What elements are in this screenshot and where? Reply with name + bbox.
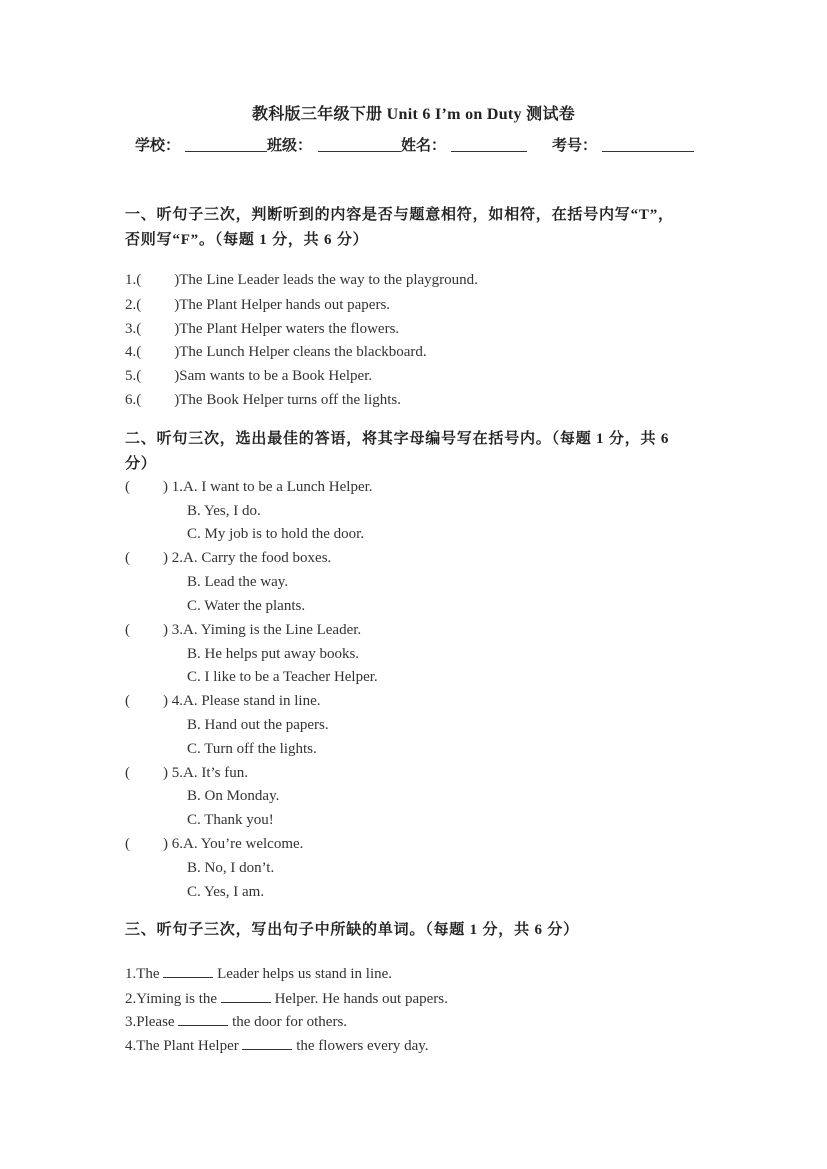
s2-question-2: ( ) 2.A. Carry the food boxes. (125, 550, 332, 566)
s2-question-number: 6. (171, 836, 183, 852)
exam-number-label: 考号： (552, 138, 598, 154)
s2-question-4: ( ) 4.A. Please stand in line. (125, 693, 321, 709)
option-b: B. No, I don’t. (187, 860, 275, 876)
s3-item-4: 4.The Plant Helper the flowers every day. (125, 1035, 429, 1055)
s1-item-number: 5.( (125, 368, 142, 384)
s2-question-number: 1. (171, 479, 183, 495)
option-a: A. I want to be a Lunch Helper. (183, 479, 373, 495)
s1-item-text: The Book Helper turns off the lights. (179, 392, 402, 408)
s1-item-number: 1.( (125, 272, 142, 288)
s3-item-3: 3.Please the door for others. (125, 1011, 347, 1031)
option-c: C. Turn off the lights. (187, 741, 317, 757)
school-blank[interactable] (185, 151, 267, 152)
option-b: B. Yes, I do. (187, 503, 261, 519)
option-a: A. Please stand in line. (183, 693, 321, 709)
exam-number-blank[interactable] (602, 151, 694, 152)
s1-item-4: 4.( )The Lunch Helper cleans the blackboard. (125, 344, 427, 360)
name-label: 姓名： (401, 138, 447, 154)
s1-item-text: Sam wants to be a Book Helper. (179, 368, 373, 384)
s2-question-5: ( ) 5.A. It’s fun. (125, 765, 248, 781)
section1-heading (125, 203, 715, 253)
option-c: C. Yes, I am. (187, 884, 265, 900)
option-a: A. It’s fun. (183, 765, 248, 781)
s1-item-text: The Lunch Helper cleans the blackboard. (179, 344, 427, 360)
s1-item-number: 2.( (125, 297, 142, 313)
section1-heading-line2: 否则写“F”。（每题 1 分，共 6 分） (125, 232, 369, 248)
fill-blank[interactable] (221, 988, 271, 1003)
option-b: B. Lead the way. (187, 574, 289, 590)
class-blank[interactable] (318, 151, 401, 152)
worksheet-title: 教科版三年级下册 Unit 6 I’m on Duty 测试卷 (251, 106, 576, 123)
s2-question-1: ( ) 1.A. I want to be a Lunch Helper. (125, 479, 373, 495)
fill-blank[interactable] (163, 963, 213, 978)
option-c: C. Thank you! (187, 812, 274, 828)
option-a: A. Yiming is the Line Leader. (183, 622, 362, 638)
fill-blank[interactable] (178, 1011, 228, 1026)
section2-heading-line1: 二、听句三次，选出最佳的答语，将其字母编号写在括号内。（每题 1 分，共 6 (125, 431, 670, 447)
section2-heading-line2: 分） (125, 456, 157, 472)
option-b: B. Hand out the papers. (187, 717, 329, 733)
name-blank[interactable] (451, 151, 527, 152)
option-a: A. Carry the food boxes. (183, 550, 332, 566)
s1-item-2: 2.( )The Plant Helper hands out papers. (125, 297, 391, 313)
s2-question-number: 2. (171, 550, 183, 566)
s1-item-text: The Plant Helper waters the flowers. (179, 321, 400, 337)
s1-item-text: The Plant Helper hands out papers. (179, 297, 391, 313)
option-c: C. My job is to hold the door. (187, 526, 365, 542)
s3-item-1: 1.The Leader helps us stand in line. (125, 963, 392, 983)
s1-item-3: 3.( )The Plant Helper waters the flowers. (125, 321, 400, 337)
s2-question-number: 4. (171, 693, 183, 709)
fill-blank[interactable] (242, 1035, 292, 1050)
s1-item-number: 4.( (125, 344, 142, 360)
s1-item-1: 1.( )The Line Leader leads the way to the playground. (125, 272, 478, 288)
s2-question-3: ( ) 3.A. Yiming is the Line Leader. (125, 622, 362, 638)
section3-heading: 三、听句子三次，写出句子中所缺的单词。（每题 1 分，共 6 分） (125, 922, 579, 938)
s1-item-5: 5.( )Sam wants to be a Book Helper. (125, 368, 373, 384)
s2-question-number: 3. (171, 622, 183, 638)
s3-item-2: 2.Yiming is the Helper. He hands out papers. (125, 988, 448, 1008)
s1-item-6: 6.( )The Book Helper turns off the lights. (125, 392, 402, 408)
s2-question-number: 5. (171, 765, 183, 781)
s1-item-text: The Line Leader leads the way to the playground. (179, 272, 478, 288)
s1-item-number: 6.( (125, 392, 142, 408)
section2-heading (125, 427, 715, 477)
option-c: C. I like to be a Teacher Helper. (187, 669, 378, 685)
school-label: 学校： (135, 138, 181, 154)
option-c: C. Water the plants. (187, 598, 306, 614)
option-b: B. He helps put away books. (187, 646, 360, 662)
option-a: A. You’re welcome. (183, 836, 304, 852)
s2-question-6: ( ) 6.A. You’re welcome. (125, 836, 304, 852)
option-b: B. On Monday. (187, 788, 280, 804)
section1-heading-line1: 一、听句子三次，判断听到的内容是否与题意相符，如相符，在括号内写“T”， (125, 207, 674, 223)
s1-item-number: 3.( (125, 321, 142, 337)
class-label: 班级： (267, 138, 313, 154)
